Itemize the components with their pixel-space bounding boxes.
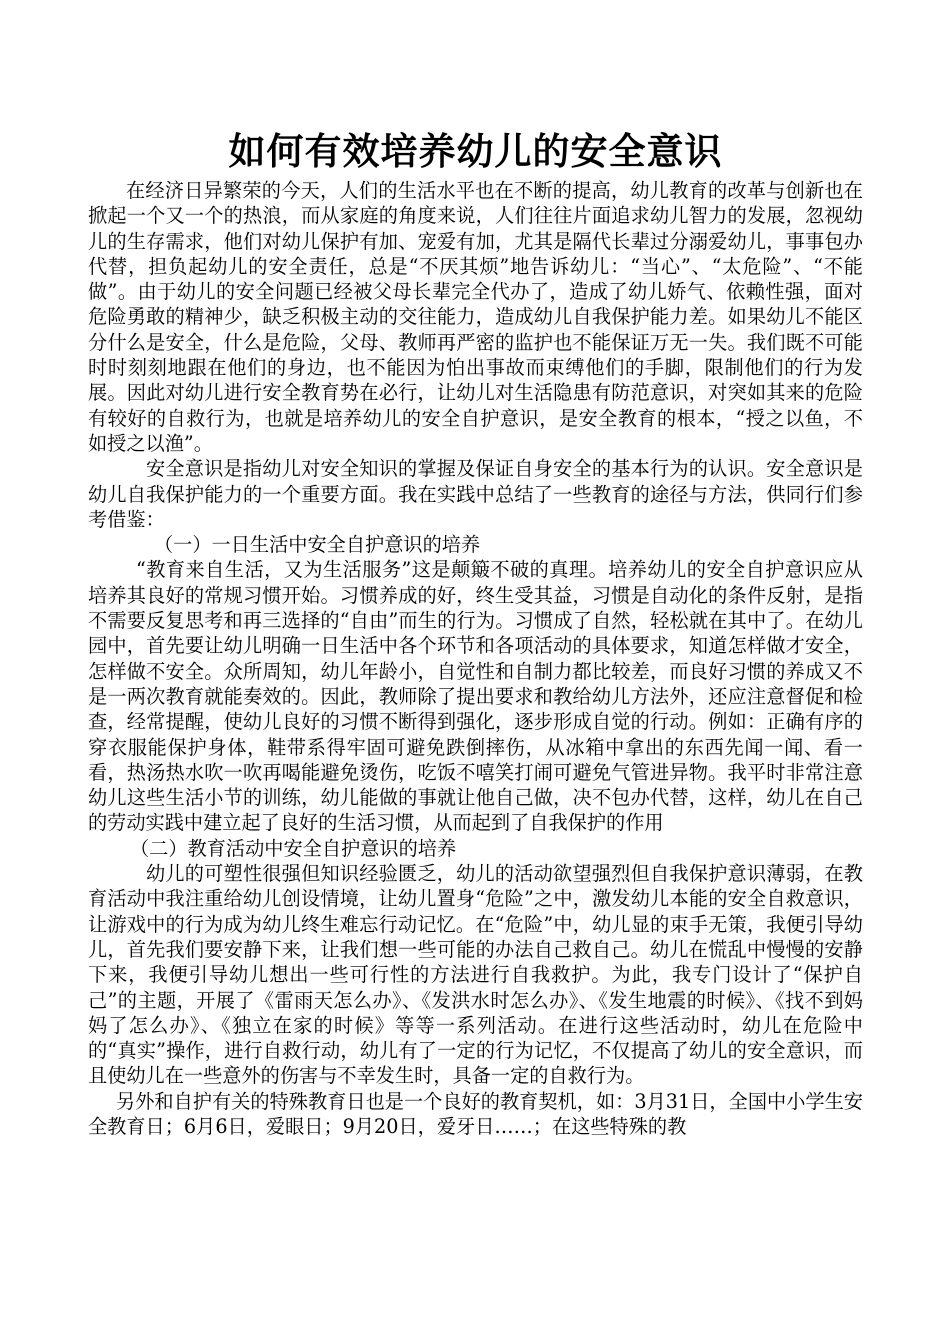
document-page: [88, 126, 863, 1139]
section-heading-daily-life: （一）一日生活中安全自护意识的培养: [154, 533, 481, 557]
paragraph-educational-activities: 幼儿的可塑性很强但知识经验匮乏，幼儿的活动欲望强烈但自我保护意识薄弱，在教育活动中我注重给幼儿创设情境，让幼儿置身“危险”之中，激发幼儿本能的安全自救意识，让游戏中的行为成为幼儿终生难忘行动记忆。在“危险”中，幼儿显的束手无策，我便引导幼儿，首先我们要安静下来，让我们想一些可能的办法自己救自己。幼儿在慌乱中慢慢的安静下来，我便引导幼儿想出一些可行性的方法进行自我救护。为此，我专门设计了“保护自己”的主题，开展了《雷雨天怎么办》、《发洪水时怎么办》、《发生地震的时候》、《找不到妈妈了怎么办》、《独立在家的时候》等等一系列活动。在进行这些活动时，幼儿在危险中的“真实”操作，进行自救行动，幼儿有了一定的行为记忆，不仅提高了幼儿的安全意识，而且使幼儿在一些意外的伤害与不幸发生时，具备一定的自救行为。: [88, 862, 863, 1088]
paragraph-definition: 安全意识是指幼儿对安全知识的掌握及保证自身安全的基本行为的认识。安全意识是幼儿自我保护能力的一个重要方面。我在实践中总结了一些教育的途径与方法，供同行们参考借鉴：: [88, 457, 863, 531]
paragraph-daily-life: “教育来自生活，又为生活服务”这是颠簸不破的真理。培养幼儿的安全自护意识应从培养其良好的常规习惯开始。习惯养成的好，终生受其益，习惯是自动化的条件反射，是指不需要反复思考和再三选择的“自由”而生的行为。习惯成了自然，轻松就在其中了。在幼儿园中，首先要让幼儿明确一日生活中各个环节和各项活动的具体要求，知道怎样做才安全，怎样做不安全。众所周知，幼儿年龄小，自觉性和自制力都比较差，而良好习惯的养成又不是一两次教育就能奏效的。因此，教师除了提出要求和教给幼儿方法外，还应注意督促和检查，经常提醒，使幼儿良好的习惯不断得到强化，逐步形成自觉的行动。例如：正确有序的穿衣服能保护身体，鞋带系得牢固可避免跌倒摔伤，从冰箱中拿出的东西先闻一闻、看一看，热汤热水吹一吹再喝能避免烫伤，吃饭不嘻笑打闹可避免气管进异物。我平时非常注意幼儿这些生活小节的训练，幼儿能做的事就让他自己做，决不包办代替，这样，幼儿在自己的劳动实践中建立起了良好的生活习惯，从而起到了自我保护的作用: [88, 558, 863, 835]
paragraph-special-days: 另外和自护有关的特殊教育日也是一个良好的教育契机，如：3月31日，全国中小学生安全教育日；6月6日，爱眼日；9月20日，爱牙日……；在这些特殊的教: [88, 1089, 863, 1138]
paragraph-introduction: 在经济日异繁荣的今天，人们的生活水平也在不断的提高，幼儿教育的改革与创新也在掀起一个又一个的热浪，而从家庭的角度来说，人们往往片面追求幼儿智力的发展，忽视幼儿的生存需求，他们对幼儿保护有加、宠爱有加，尤其是隔代长辈过分溺爱幼儿，事事包办代替，担负起幼儿的安全责任，总是“不厌其烦”地告诉幼儿：“当心”、“太危险”、“不能做”。由于幼儿的安全问题已经被父母长辈完全代办了，造成了幼儿娇气、依赖性强，面对危险勇敢的精神少，缺乏积极主动的交往能力，造成幼儿自我保护能力差。如果幼儿不能区分什么是安全，什么是危险，父母、教师再严密的监护也不能保证万无一失。我们既不可能时时刻刻地跟在他们的身边，也不能因为怕出事故而束缚他们的手脚，限制他们的行为发展。因此对幼儿进行安全教育势在必行，让幼儿对生活隐患有防范意识，对突如其来的危险有较好的自救行为，也就是培养幼儿的安全自护意识，是安全教育的根本，“授之以鱼，不如授之以渔”。: [88, 179, 863, 455]
section-heading-educational-activities: （二）教育活动中安全自护意识的培养: [130, 836, 457, 860]
document-title: 如何有效培养幼儿的安全意识: [228, 130, 723, 173]
